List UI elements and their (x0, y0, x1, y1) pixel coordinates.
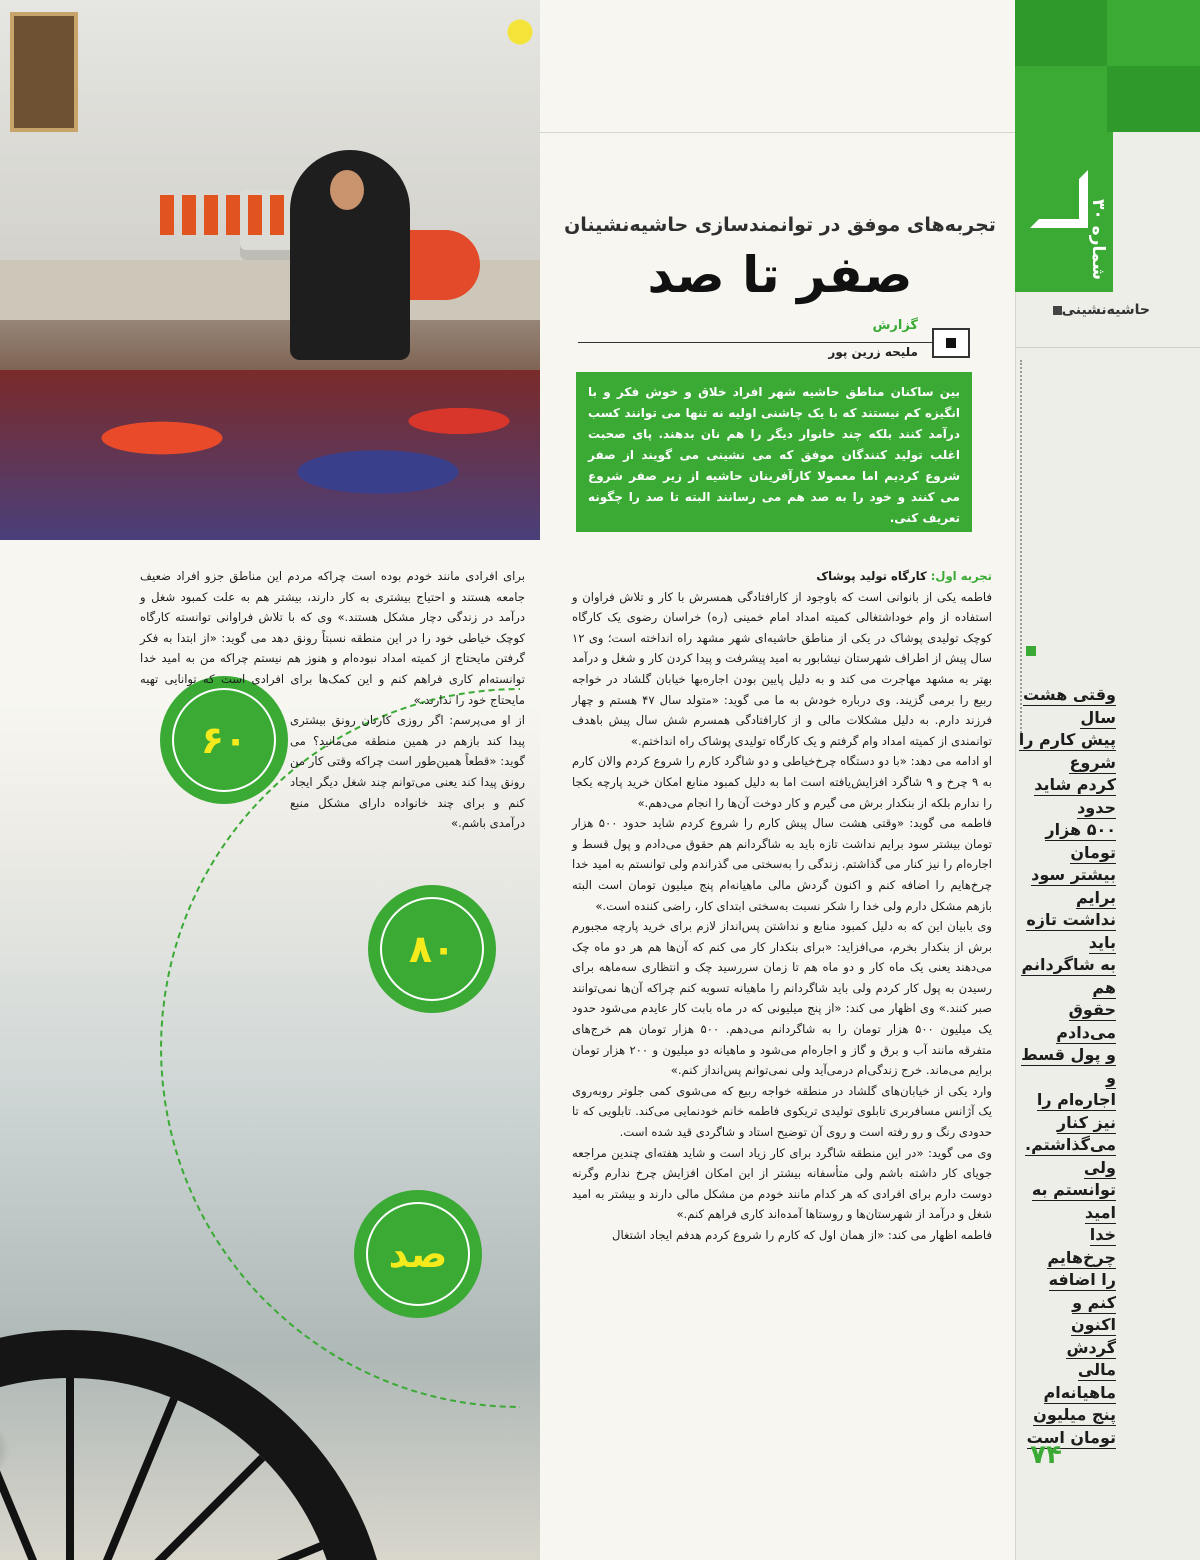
body-paragraph: برای افرادی مانند خودم بوده است چراکه مردم این مناطق جزو افراد ضعیف جامعه هستند و احتیاج بیشتری به کار دارند، بیشتر هم به علت کمبود شغل و درآمد در زندگی دچار مشکل هستند.» وی که با تلاش فراوانی توانسته کارگاه کوچک خیاطی خود را در این منطقه نسبتاً رونق دهد می گوید: «از ابتدا به فکر گرفتن مایحتاج از کمیته امداد نبوده‌ام و هنوز هم نیستم چراکه من به امید خدا توانسته‌ام کاری فراهم کنم و این کمک‌ها برای افرادی است که توانایی تهیه مایحتاج خود را ندارند.» (140, 569, 525, 707)
quote-line: بیشتر سود برایم (1031, 865, 1116, 907)
number-badge-100: صد (354, 1190, 482, 1318)
body-paragraph: وی می گوید: «در این منطقه شاگرد برای کار زیاد است و شاید هفته‌ای چندین مراجعه جویای کار داشته باشم ولی متأسفانه بیشتر از این امکان افزایش چرخ ندارم وگرنه دوست دارم برای افرادی که هر کدام مانند خودم من مشکل مالی دارند و بیشتر به امید شغل و درآمد از شهرستان‌ها و روستاها آمده‌اند کاری فراهم کنم.» (572, 1145, 992, 1222)
author-name: ملیحه زرین پور (828, 345, 918, 359)
quote-line: اجاره‌ام را نیز کنار (1036, 1090, 1116, 1132)
bullet-icon (1026, 646, 1036, 656)
body-column-right (572, 566, 992, 1436)
quote-line: حقوق می‌دادم (1056, 1000, 1116, 1042)
quote-line: وقتی هشت سال (1022, 685, 1116, 727)
number-badge-80: ۸۰ (368, 885, 496, 1013)
quote-line: به شاگردانم هم (1021, 955, 1116, 997)
page-number: ۷۴ (1030, 1440, 1062, 1470)
quote-line: خدا چرخ‌هایم (1047, 1225, 1116, 1267)
body-column-left (140, 566, 525, 856)
body-paragraph: فاطمه یکی از بانوانی است که باوجود از کارافتادگی همسرش با کار و تلاش فراوان و استفاده از وام خوداشتغالی کمیته امداد امام خمینی (ره) خراسان رضوی یک کارگاه کوچک تولیدی پوشاک در یکی از مناطق حاشیه‌ای شهر مشهد راه انداخته است؛ وی ۱۲ سال پیش از اطراف شهرستان نیشابور به امید پیشرفت و پیدا کردن کار و شغل و درآمد بهتر به مشهد مهاجرت می کند و به دلیل پایین بودن اجاره‌بها خیابان گلشاد در خواجه ربیع را برمی گزیند. وی درباره خودش به ما می گوید: «متولد سال ۴۷ هستم و چهار فرزند دارم. به دلیل مشکلات مالی و از کارافتادگی همسرم شش سال پیش باهدف توانمندی از کمیته امداد وام گرفتم و یک کارگاه تولیدی پوشاک راه انداختم.» (572, 589, 992, 748)
quote-line: تومان است (1026, 1427, 1116, 1447)
lead-paragraph: بین ساکنان مناطق حاشیه شهر افراد خلاق و خوش فکر و با انگیزه کم نیستند که با یک چاشنی اولیه نه تنها می توانند کسب درآمد کنند بلکه چند خانوار دیگر را هم نان بدهند. پای صحبت اغلب تولید کنندگان موفق که می نشینی می گویند از صفر شروع کردیم اما معمولا کارآفرینان حاشیه از زیر صفر شروع می کنند و خود را به صد هم می رسانند البته تا صد را چگونه تعریف کنی. (576, 372, 972, 532)
workshop-photo (0, 0, 540, 540)
quote-line: پنج میلیون (1033, 1405, 1116, 1424)
body-paragraph: فاطمه می گوید: «وقتی هشت سال پیش کارم را شروع کردم شاید حدود ۵۰۰ هزار تومان بیشتر سود برایم نداشت تازه باید به شاگردانم هم حقوق می‌دادم و پول قسط و اجاره‌ام را نیز کنار می گذاشتم. زندگی را به‌سختی می گذراندم ولی توانستم به امید خدا چرخ‌هایم را اضافه کنم و اکنون گردش مالی ماهیانه‌ام پنج میلیون تومان است البته بازهم مشکل دارم ولی خدا را شکر نسبت به‌سختی ابتدای کار، راضی کننده است.» (572, 816, 992, 913)
quote-line: می‌گذاشتم. ولی (1024, 1135, 1116, 1177)
section-heading: تجربه اول: کارگاه تولید پوشاک (816, 569, 992, 583)
sidebar-pattern (1015, 0, 1200, 132)
article-subtitle: تجربه‌های موفق در توانمندسازی حاشیه‌نشینان (564, 214, 996, 236)
quote-line: توانستم به امید (1031, 1180, 1116, 1222)
dotted-divider (1020, 360, 1022, 740)
section-tag: حاشیه‌نشینی (1030, 302, 1150, 326)
header-rule (540, 132, 1015, 133)
body-paragraph: از او می‌پرسم: اگر روزی کارتان رونق بیشتری پیدا کند بازهم در همین منطقه می‌مانید؟ می گوید: «قطعاً همین‌طور است چراکه وقتی کار من رونق پیدا کند یعنی می‌توانم چند شغل دیگر ایجاد کنم و برای چند خانواده دارای مشکل منبع درآمدی باشم.» (290, 713, 525, 831)
body-paragraph: وی بابیان این که به دلیل کمبود منابع و نداشتن پس‌انداز لازم برای خرید پارچه مجبورم برش از بنکدار بخرم، می‌افزاید: «برای بنکدار کار می کنم که آن‌ها هم هر دو ماه چک می‌دهند یعنی یک ماه کار و دو ماه هم تا زمان سررسید چک و انتظاری سه‌ماهه برای رسیدن به پول کار کردم ولی باید شاگردانم را ماهیانه تسویه کنم چراکه آن‌ها نمی‌توانند صبر کنند.» وی اظهار می کند: «از پنج میلیونی که در ماه بابت کار عایدم می‌شود حدود یک میلیون ۵۰۰ هزار تومان را به شاگردانم می‌دهم. ۵۰۰ هزار تومان هم خرج‌های متفرقه مانند آب و برق و گاز و اجاره‌ام می‌شود و ماهیانه دو میلیون و ۲۰۰ هزار تومان برایم می‌ماند. خرج زندگی‌ام درمی‌آید ولی نمی‌توانم پس‌انداز کنم.» (572, 919, 993, 1078)
quote-line: کردم شاید حدود (1034, 775, 1116, 817)
report-label: گزارش (872, 318, 918, 333)
body-paragraph: فاطمه اظهار می کند: «از همان اول که کارم را شروع کردم هدفم ایجاد اشتغال (612, 1228, 992, 1242)
quote-line: نداشت تازه باید (1026, 910, 1116, 952)
square-icon (1053, 306, 1062, 315)
quote-line: ۵۰۰ هزار تومان (1045, 820, 1116, 862)
quote-line: را اضافه کنم و (1048, 1270, 1116, 1312)
article-title: صفر تا صد (647, 246, 913, 304)
issue-number: شماره ۳۰ (1088, 198, 1108, 280)
quote-line: مالی ماهیانه‌ام (1043, 1360, 1116, 1402)
body-paragraph: وارد یکی از خیابان‌های گلشاد در منطقه خواجه ربیع که می‌شوی کمی جلوتر روبه‌روی یک آژانس مسافربری تابلوی تولیدی تریکوی فاطمه خانم خودنمایی می‌کند. تابلویی که تا حدودی رنگ و رو رفته است و روی آن توضیح استاد و شاگردی قید شده است. (572, 1083, 992, 1140)
number-badge-60: ۶۰ (160, 676, 288, 804)
pull-quote (1016, 684, 1116, 1447)
byline-icon (932, 328, 970, 358)
quote-line: پیش کارم را شروع (1018, 730, 1116, 772)
byline-rule (578, 342, 932, 343)
wheel-spoke (66, 1378, 74, 1560)
body-paragraph: او ادامه می دهد: «با دو دستگاه چرخ‌خیاطی و دو شاگرد کارم را شروع کردم والان کارم به ۹ چرخ و ۹ شاگرد افزایش‌یافته است اما به دلیل کمبود منابع امکان خرید پارچه یکجا را ندارم بلکه از بنکدار برش می گیرم و کار دوخت آن‌ها را انجام می‌دهم.» (572, 754, 992, 810)
quote-line: اکنون گردش (1066, 1315, 1116, 1357)
quote-line: و پول قسط و (1021, 1045, 1116, 1087)
